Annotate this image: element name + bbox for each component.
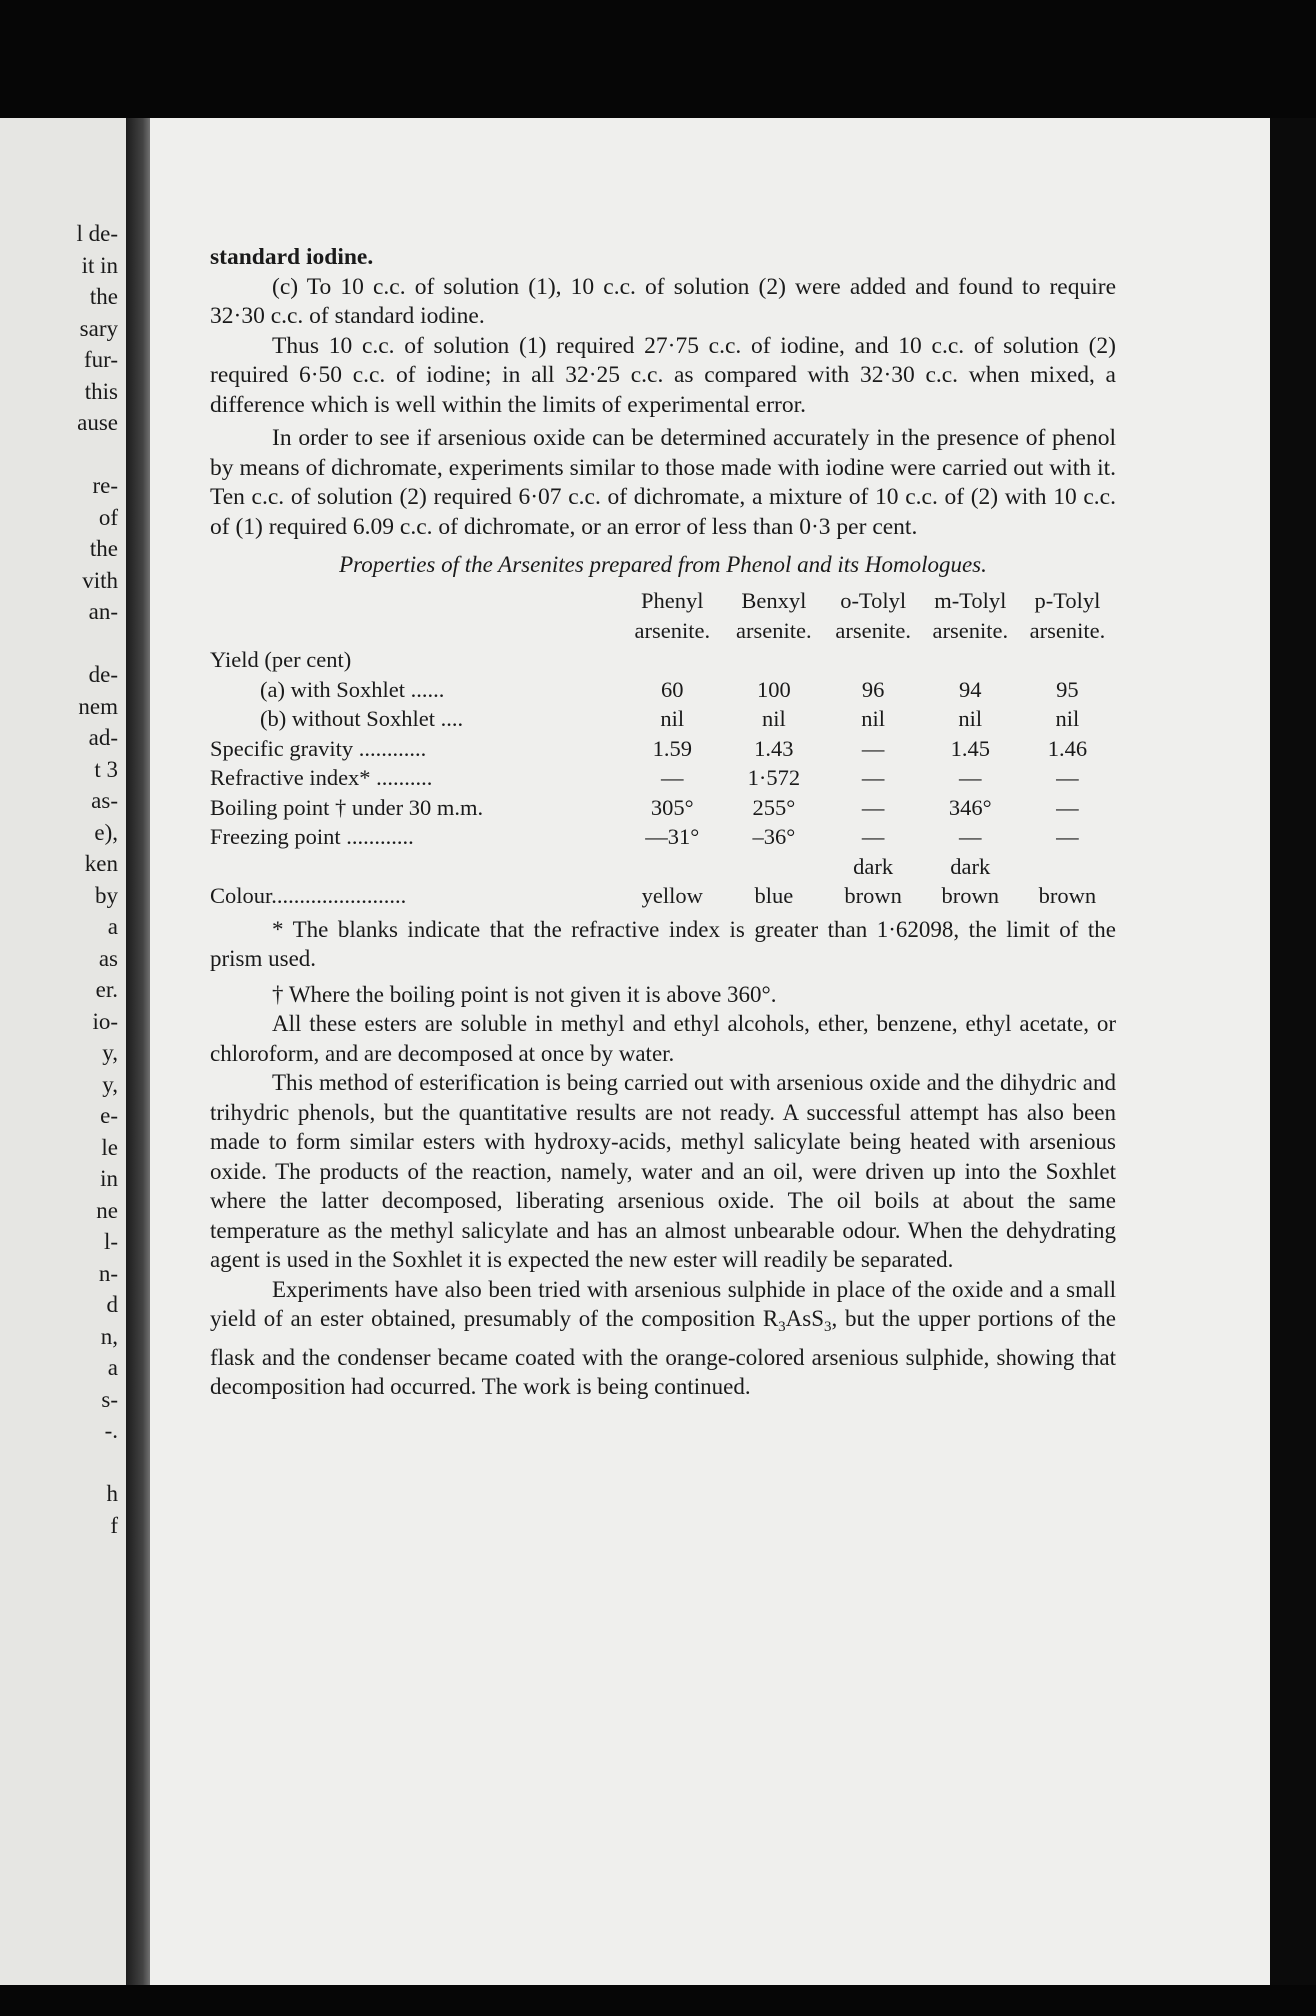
- paragraph-esterification: This method of esterification is being carried out with arsenious oxide and the dihydric and trihydric phenols, but the quantitative results are not ready. A successful attempt has also been made to form similar esters with hydroxy-acids, methyl salicylate being heated with arsenious oxide. The products of the reaction, namely, water and an oil, were driven up into the Soxhlet where the latter decomposed, liberating arsenious oxide. The oil boils at about the same temperature as the methyl salicylate and has an almost unbearable odour. When the dehydrating agent is used in the Soxhlet it is expected the new ester will readily be separated.: [210, 1070, 1116, 1272]
- table-cell: —: [959, 765, 982, 790]
- scan-right-border: [1270, 118, 1316, 1985]
- previous-page-fragment: n,: [100, 1323, 118, 1349]
- notes-section: [210, 915, 1116, 1402]
- previous-page-fragment: ause: [77, 410, 118, 435]
- previous-page-fragment: an-: [88, 599, 118, 624]
- paragraph-dichromate: In order to see if arsenious oxide can be determined accurately in the presence of phenol by means of dichromate, experiments similar to those made with iodine were carried out with it. Ten c.c. of solution (2) required 6·07 c.c. of dichromate, a mixture of 10 c.c. of (2) with 10 c.c. of (1) required 6.09 c.c. of dichromate, or an error of less than 0·3 per cent.: [210, 425, 1116, 540]
- column-header: arsenite.: [634, 617, 711, 643]
- table-cell: nil: [861, 706, 886, 731]
- table-cell: blue: [754, 883, 794, 908]
- previous-page-fragment: y,: [102, 1040, 118, 1065]
- previous-page-fragment: vith: [82, 567, 118, 593]
- table-cell: —: [1056, 794, 1079, 820]
- table-group-row: [210, 645, 1116, 675]
- previous-page-fragment: nem: [78, 693, 118, 719]
- previous-page-fragment: [76, 1447, 118, 1479]
- page-content: [210, 243, 1116, 1402]
- table-row: [210, 734, 1116, 764]
- table-cell: 305°: [650, 794, 694, 820]
- previous-page-fragment: re-: [92, 473, 118, 498]
- previous-page-fragment: a: [107, 1355, 118, 1380]
- table-cell: —: [861, 765, 885, 790]
- scan-top-border: [0, 0, 1316, 118]
- table-row: [210, 793, 1116, 823]
- previous-page-fragment: ken: [84, 851, 118, 876]
- previous-page-fragment: a: [107, 914, 118, 939]
- table-row: [210, 763, 1116, 793]
- previous-page-fragment: s-: [101, 1386, 118, 1412]
- table-row: [210, 704, 1116, 734]
- previous-page-fragment: the: [89, 284, 118, 309]
- previous-page-fragment: d: [106, 1292, 118, 1317]
- previous-page-fragment: [76, 439, 118, 471]
- previous-page-fragment: [76, 628, 118, 660]
- table-caption: Properties of the Arsenites prepared from Phenol and its Homologues.: [339, 552, 987, 577]
- previous-page-fragment: ne: [96, 1197, 118, 1223]
- previous-page-fragment: l-: [103, 1229, 118, 1254]
- table-cell: —31°: [645, 824, 700, 849]
- previous-page-fragment: n-: [98, 1260, 118, 1286]
- row-label: Boiling point † under 30 m.m.: [210, 794, 484, 820]
- row-label: Specific gravity ............: [210, 735, 427, 761]
- table-cell: 96: [861, 676, 885, 702]
- table-cell: nil: [761, 706, 786, 731]
- column-header: arsenite.: [835, 617, 911, 643]
- row-label: Freezing point ............: [210, 824, 414, 849]
- table-cell: 94: [959, 676, 982, 702]
- column-header: m-Tolyl: [934, 588, 1007, 613]
- previous-page-fragment: this: [84, 378, 118, 404]
- text-segment: , but the upper portions of the flask and the condenser became coated with the orange-colored arsenious sulphide, showing that decomposition had occurred. The work is being continued.: [210, 1306, 1116, 1399]
- paragraph-continuation: standard iodine.: [210, 244, 374, 270]
- previous-page-fragment: -.: [104, 1418, 118, 1443]
- table-cell: –36°: [752, 824, 796, 849]
- previous-page-fragment: in: [100, 1166, 118, 1191]
- book-page: [150, 118, 1270, 1985]
- table-cell: yellow: [641, 883, 703, 908]
- previous-page-fragment: e),: [94, 819, 118, 845]
- table-cell: 346°: [948, 794, 992, 820]
- previous-page-fragment: as-: [91, 788, 118, 813]
- row-label: Colour........................: [210, 883, 407, 908]
- table-cell: nil: [660, 706, 685, 731]
- table-cell: dark brown: [941, 853, 1000, 908]
- column-header: o-Tolyl: [840, 588, 907, 613]
- paragraph-solubility: All these esters are soluble in methyl and ethyl alcohols, ether, benzene, ethyl acetate, or chloroform, and are decomposed at once by water.: [210, 1011, 1116, 1066]
- table-cell: 1.43: [754, 735, 794, 761]
- table-cell: 1.59: [652, 735, 692, 761]
- previous-page-edge: [0, 118, 126, 1985]
- table-cell: —: [861, 794, 885, 820]
- previous-page-fragment: of: [98, 504, 118, 530]
- table-cell: 255°: [752, 794, 796, 820]
- table-cell: dark brown: [844, 853, 902, 908]
- scan-bottom-border: [0, 1985, 1316, 2016]
- previous-page-fragment: by: [95, 882, 118, 908]
- previous-page-fragment: y,: [102, 1071, 118, 1097]
- paragraph-thus: Thus 10 c.c. of solution (1) required 27·75 c.c. of iodine, and 10 c.c. of solution (2) required 6·50 c.c. of iodine; in all 32·25 c.c. as compared with 32·30 c.c. when mixed, a difference which is well within the limits of experimental error.: [210, 332, 1116, 418]
- previous-page-fragment: the: [89, 536, 118, 561]
- previous-page-fragment: t 3: [94, 756, 118, 782]
- paragraph-sulphide: [210, 1275, 1116, 1402]
- table-cell: 1.46: [1047, 735, 1088, 761]
- table-cell: 100: [756, 676, 791, 702]
- table-cell: 1.45: [950, 735, 990, 761]
- row-label: (a) with Soxhlet ......: [260, 676, 445, 702]
- table-header-row-1: [210, 586, 1116, 616]
- text-segment: AsS: [785, 1306, 825, 1331]
- table-cell: nil: [958, 706, 983, 731]
- table-cell: —: [861, 735, 885, 761]
- column-header: p-Tolyl: [1034, 588, 1101, 613]
- column-header: Phenyl: [641, 588, 704, 613]
- table-cell: —: [1056, 824, 1079, 849]
- previous-page-fragment: l de-: [76, 221, 118, 246]
- column-header: arsenite.: [736, 617, 812, 643]
- table-cell: —: [1056, 765, 1079, 790]
- previous-page-fragment: de-: [88, 662, 118, 687]
- properties-table: [210, 586, 1116, 911]
- table-cell: nil: [1055, 706, 1080, 731]
- previous-page-fragment: it in: [81, 252, 118, 278]
- row-label: Refractive index* ..........: [210, 765, 433, 790]
- table-cell: 95: [1056, 676, 1079, 702]
- footnote-refractive: * The blanks indicate that the refractive index is greater than 1·62098, the limit of the prism used.: [210, 916, 1116, 971]
- previous-page-fragment: ad-: [88, 725, 118, 750]
- previous-page-fragment: fur-: [83, 347, 118, 372]
- column-header: Benxyl: [741, 588, 807, 613]
- table-body: [210, 675, 1116, 911]
- previous-page-fragment: sary: [79, 315, 118, 341]
- column-header: arsenite.: [932, 617, 1009, 643]
- column-header: arsenite.: [1029, 617, 1106, 643]
- previous-page-fragment: as: [98, 945, 118, 971]
- previous-page-fragments: [76, 218, 118, 1541]
- table-header-row-2: [210, 616, 1116, 646]
- footnote-boiling: † Where the boiling point is not given it is above 360°.: [272, 981, 777, 1007]
- table-cell: —: [661, 765, 684, 790]
- previous-page-fragment: le: [101, 1134, 118, 1160]
- subscript: 3: [778, 1319, 786, 1335]
- previous-page-fragment: er.: [95, 977, 118, 1002]
- text-segment: Experiments have also been tried with arsenious sulphide in place of the oxide and a small yield of an ester obtained, presumably of the composition R: [210, 1276, 1116, 1331]
- table-cell: 1·572: [747, 765, 801, 790]
- table-row: [210, 675, 1116, 705]
- previous-page-fragment: e-: [100, 1103, 118, 1128]
- table-cell: —: [861, 824, 885, 849]
- subscript: 3: [824, 1319, 832, 1335]
- row-label: Yield (per cent): [210, 647, 352, 672]
- table-cell: —: [959, 824, 982, 849]
- previous-page-fragment: f: [110, 1512, 118, 1538]
- previous-page-fragment: h: [106, 1481, 118, 1506]
- row-label: (b) without Soxhlet ....: [260, 706, 464, 731]
- previous-page-fragment: io-: [92, 1008, 118, 1034]
- table-row: [210, 822, 1116, 852]
- paragraph-c: (c) To 10 c.c. of solution (1), 10 c.c. of solution (2) were added and found to require 32·30 c.c. of standard iodine.: [210, 273, 1116, 329]
- table-row: [210, 852, 1116, 911]
- table-cell: brown: [1038, 883, 1097, 908]
- table-cell: 60: [661, 676, 684, 702]
